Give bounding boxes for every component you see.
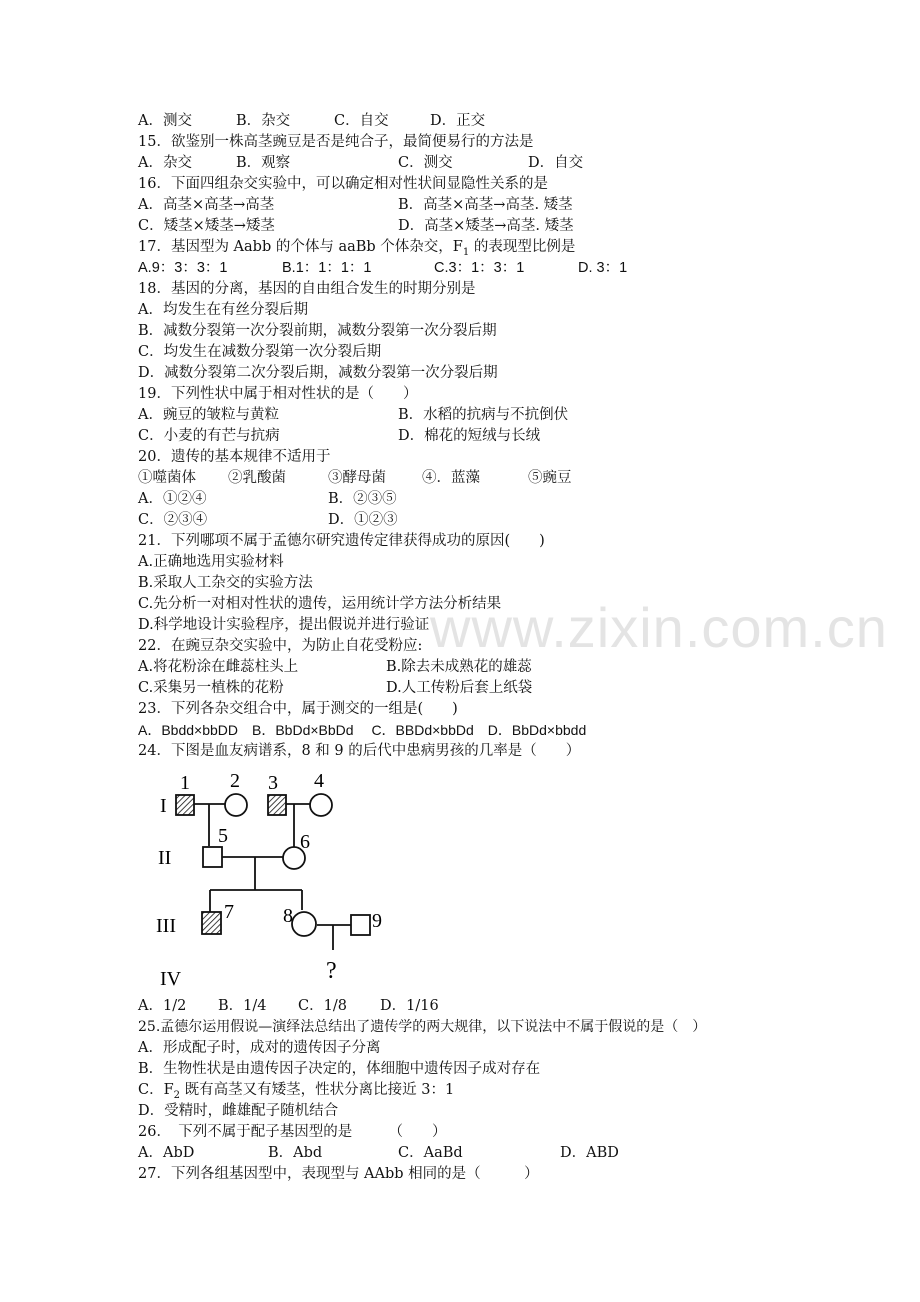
individual-7-affected-male	[202, 912, 221, 934]
q25-option-b: B．生物性状是由遗传因子决定的，体细胞中遗传因子成对存在	[138, 1061, 541, 1077]
q20-stem: 20．遗传的基本规律不适用于	[138, 449, 331, 465]
q25-option-d: D．受精时，雌雄配子随机结合	[138, 1103, 339, 1119]
q14-option-a: A．测交	[138, 113, 192, 129]
q26-option-a: A．AbD	[138, 1145, 195, 1161]
q21-option-c: C.先分析一对相对性状的遗传，运用统计学方法分析结果	[138, 596, 502, 612]
q15-option-a: A．杂交	[138, 155, 192, 171]
q14-option-b: B．杂交	[236, 113, 291, 129]
q15-stem: 15．欲鉴别一株高茎豌豆是否是纯合子，最简便易行的方法是	[138, 134, 534, 150]
individual-4-female	[310, 794, 332, 816]
q27-stem: 27．下列各组基因型中，表现型与 AAbb 相同的是（ ）	[138, 1166, 539, 1182]
q15-option-b: B．观察	[236, 155, 291, 171]
q21-option-b: B.采取人工杂交的实验方法	[138, 575, 313, 591]
q16-option-b: B．高茎×高茎→高茎. 矮茎	[398, 197, 573, 213]
q24-stem: 24．下图是血友病谱系，8 和 9 的后代中患病男孩的几率是（ ）	[138, 743, 581, 759]
q19-option-c: C．小麦的有芒与抗病	[138, 428, 280, 444]
q25-option-a: A．形成配子时，成对的遗传因子分离	[138, 1040, 381, 1056]
individual-number: 6	[300, 831, 310, 853]
unknown-offspring: ?	[326, 958, 337, 984]
q16-option-c: C．矮茎×矮茎→矮茎	[138, 218, 275, 234]
individual-2-female	[225, 794, 247, 816]
q20-item: ①噬菌体	[138, 470, 196, 486]
q16-option-a: A．高茎×高茎→高茎	[138, 197, 275, 213]
q20-option-d: D．①②③	[328, 512, 398, 528]
q16-option-d: D．高茎×矮茎→高茎. 矮茎	[398, 218, 574, 234]
individual-number: 2	[230, 770, 240, 792]
q17-option-c: C.3：1：3：1	[434, 260, 525, 276]
q22-option-d: D.人工传粉后套上纸袋	[386, 680, 533, 696]
q20-option-c: C．②③④	[138, 512, 208, 528]
q20-option-a: A．①②④	[138, 491, 207, 507]
individual-number: 4	[314, 770, 324, 792]
q18-stem: 18．基因的分离，基因的自由组合发生的时期分别是	[138, 281, 476, 297]
q19-option-a: A．豌豆的皱粒与黄粒	[138, 407, 279, 423]
q18-option-a: A．均发生在有丝分裂后期	[138, 302, 308, 318]
individual-1-affected-male	[176, 795, 194, 815]
individual-number: 7	[224, 901, 234, 923]
pedigree-diagram	[150, 762, 400, 992]
q17-option-d: D. 3：1	[578, 260, 628, 276]
q20-item: ⑤豌豆	[528, 470, 572, 486]
q17-option-a: A.9：3：3：1	[138, 260, 228, 276]
q25-option-c: C．$F_2$ 既有高茎又有矮茎，性状分离比接近 3：1	[138, 1082, 455, 1101]
generation-label: III	[156, 915, 176, 937]
individual-8-female	[292, 912, 316, 936]
q23-stem: 23．下列各杂交组合中，属于测交的一组是( )	[138, 701, 458, 717]
q19-option-b: B．水稻的抗病与不抗倒伏	[398, 407, 569, 423]
individual-number: 1	[180, 772, 190, 794]
q20-item: ④．蓝藻	[422, 470, 480, 486]
q18-option-b: B．减数分裂第一次分裂前期，减数分裂第一次分裂后期	[138, 323, 497, 339]
watermark: www.zixin.com.cn	[430, 596, 888, 659]
q20-item: ②乳酸菌	[228, 470, 286, 486]
q14-option-c: C．自交	[334, 113, 389, 129]
q20-option-b: B．②③⑤	[328, 491, 397, 507]
generation-label: IV	[160, 968, 182, 990]
q26-option-c: C．AaBd	[398, 1145, 463, 1161]
q22-option-a: A.将花粉涂在雌蕊柱头上	[138, 659, 299, 675]
q16-stem: 16．下面四组杂交实验中，可以确定相对性状间显隐性关系的是	[138, 176, 548, 192]
q19-option-d: D．棉花的短绒与长绒	[398, 428, 541, 444]
q17-option-b: B.1：1：1：1	[282, 260, 372, 276]
q14-option-d: D．正交	[430, 113, 486, 129]
individual-number: 9	[372, 910, 382, 932]
generation-label: II	[158, 847, 172, 869]
generation-label: I	[160, 795, 167, 817]
q19-stem: 19．下列性状中属于相对性状的是（ ）	[138, 386, 418, 402]
q21-stem: 21．下列哪项不属于孟德尔研究遗传定律获得成功的原因( )	[138, 533, 545, 549]
individual-number: 5	[218, 825, 228, 847]
q25-stem: 25.孟德尔运用假说—演绎法总结出了遗传学的两大规律，以下说法中不属于假说的是（ ）	[138, 1019, 707, 1035]
q26-option-b: B．Abd	[268, 1145, 323, 1161]
q18-option-d: D．减数分裂第二次分裂后期，减数分裂第一次分裂后期	[138, 365, 498, 381]
individual-number: 3	[268, 772, 278, 794]
q24-option-c: C．1/8	[298, 998, 347, 1014]
q20-item: ③酵母菌	[328, 470, 386, 486]
q22-option-c: C.采集另一植株的花粉	[138, 680, 284, 696]
q22-option-b: B.除去未成熟花的雄蕊	[386, 659, 532, 675]
q24-option-a: A．1/2	[138, 998, 187, 1014]
q18-option-c: C．均发生在减数分裂第一次分裂后期	[138, 344, 382, 360]
q26-stem: 26． 下列不属于配子基因型的是 （ ）	[138, 1124, 447, 1140]
q22-stem: 22．在豌豆杂交实验中，为防止自花受粉应:	[138, 638, 423, 654]
q21-option-a: A.正确地选用实验材料	[138, 554, 284, 570]
q21-option-d: D.科学地设计实验程序，提出假说并进行验证	[138, 617, 430, 633]
individual-5-male	[203, 847, 222, 867]
individual-number: 8	[283, 905, 293, 927]
q26-option-d: D．ABD	[560, 1145, 619, 1161]
individual-3-affected-male	[268, 795, 286, 815]
q17-stem: 17．基因型为 Aabb 的个体与 aaBb 个体杂交，$F_1$ 的表现型比例是	[138, 239, 576, 258]
q24-option-d: D．1/16	[380, 998, 439, 1014]
q24-option-b: B．1/4	[218, 998, 267, 1014]
q15-option-d: D．自交	[528, 155, 584, 171]
q23-options: A．Bbdd×bbDD B．BbDd×BbDd C．BBDd×bbDd D．BbDd×bbdd	[138, 722, 587, 738]
individual-9-male	[351, 915, 370, 935]
q15-option-c: C．测交	[398, 155, 453, 171]
